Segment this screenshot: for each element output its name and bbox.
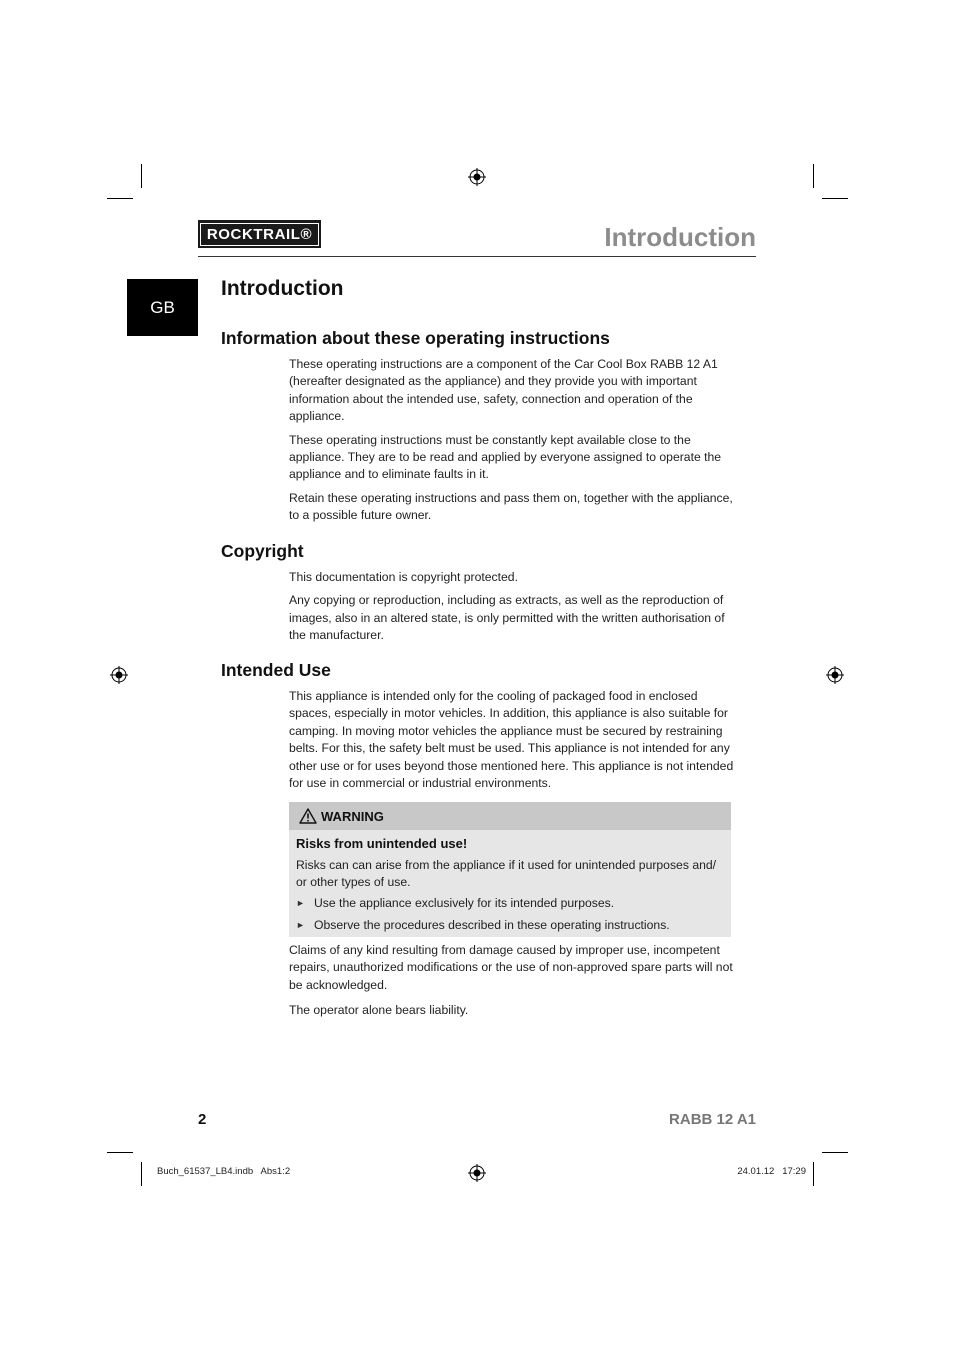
bullet-arrow-icon: ► [296,920,305,930]
warning-content [289,830,731,934]
registration-mark-icon [110,666,128,684]
brand-logo-text: ROCKTRAIL® [200,223,319,246]
paragraph: These operating instructions must be constantly kept available close to the appliance. They are to be read and applied by everyone assigned to operate the appliance and to eliminate faults in it. [289,432,722,482]
registration-mark-icon [468,168,486,186]
bullet-text: Observe the procedures described in these operating instructions. [314,918,670,932]
crop-mark [141,1162,142,1186]
warning-bullet [296,917,724,934]
section-body-intended-use [289,688,736,798]
slug-file: Buch_61537_LB4.indb Abs1:2 [157,1166,291,1177]
paragraph: Any copying or reproduction, including as extracts, as well as the reproduction of images, also in an altered state, is only permitted with the written authorisation of the manufacturer. [289,593,725,643]
brand-logo [198,220,321,248]
crop-mark [141,164,142,188]
paragraph: This documentation is copyright protected. [289,570,518,584]
page-title: Introduction [221,277,344,300]
warning-subheading: Risks from unintended use! [296,836,468,851]
registration-mark-icon [826,666,844,684]
paragraph: The operator alone bears liability. [289,1003,469,1018]
model-number: RABB 12 A1 [669,1111,756,1128]
page-number: 2 [198,1111,207,1128]
crop-mark [107,1152,133,1153]
crop-mark [107,198,133,199]
paragraph: These operating instructions are a component of the Car Cool Box RABB 12 A1 (hereafter designated as the appliance) and they provide you with important information about the intended use, safety, connection and operation of the appliance. [289,357,718,424]
header-title: Introduction [604,222,756,252]
bullet-text: Use the appliance exclusively for its intended purposes. [314,896,615,910]
section-body-liability [289,942,736,1026]
warning-bullet [296,895,724,912]
crop-mark [822,1152,848,1153]
paragraph: This appliance is intended only for the cooling of packaged food in enclosed spaces, especially in motor vehicles. In addition, this appliance is also suitable for camping. In moving motor vehicles the appliance must be secured by restraining belts. For this, the safety belt must be used. This appliance is not intended for any other use or for uses beyond those mentioned here. This appliance is not intended for use in commercial or industrial environments. [289,689,734,791]
crop-mark [822,198,848,199]
warning-triangle-icon [299,808,317,824]
warning-description: Risks can can arise from the appliance if it used for unintended purposes and/ or other types of use. [296,858,717,889]
section-heading-info: Information about these operating instructions [221,328,610,348]
bullet-arrow-icon: ► [296,898,305,908]
paragraph: Claims of any kind resulting from damage caused by improper use, incompetent repairs, unauthorized modifications or the use of non-approved spare parts will not be acknowledged. [289,943,733,992]
header-divider [198,256,756,257]
warning-header [289,802,731,830]
language-tab: GB [127,279,198,336]
paragraph: Retain these operating instructions and pass them on, together with the appliance, to a possible future owner. [289,490,733,523]
slug-datetime: 24.01.12 17:29 [737,1166,806,1177]
section-body-copyright [289,569,736,651]
section-heading-intended-use: Intended Use [221,660,331,680]
crop-mark [813,164,814,188]
crop-mark [813,1162,814,1186]
registration-mark-icon [468,1164,486,1182]
warning-label: WARNING [321,808,384,824]
warning-box [289,802,731,937]
section-heading-copyright: Copyright [221,541,304,561]
section-body-info [289,356,736,531]
